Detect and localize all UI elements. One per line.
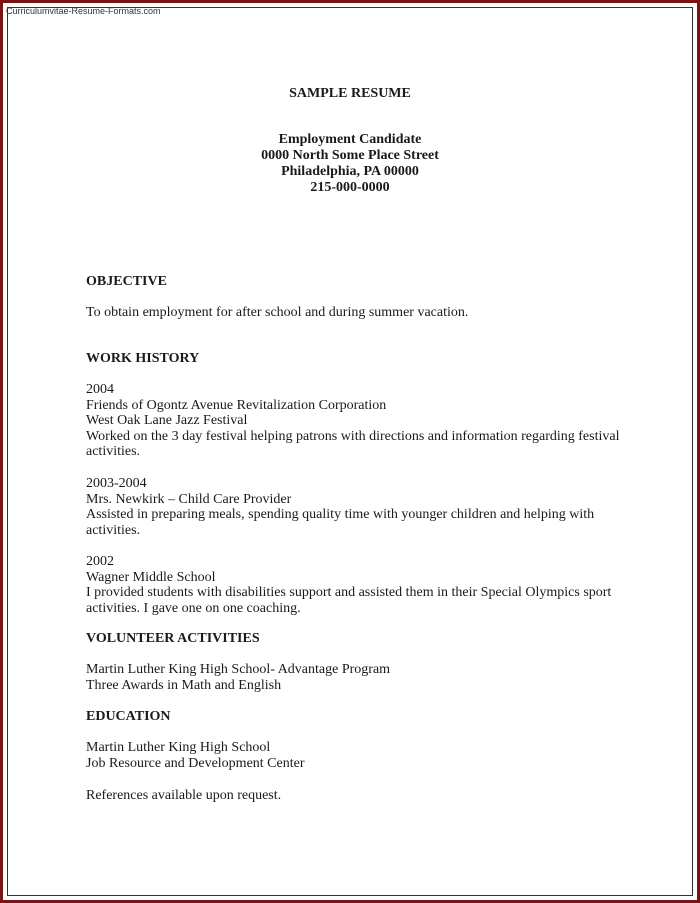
work-entry — [86, 476, 626, 538]
resume-title: SAMPLE RESUME — [289, 86, 411, 101]
work-entry-line: activities. — [86, 522, 141, 538]
contact-block — [0, 132, 700, 196]
city-state-zip: Philadelphia, PA 00000 — [281, 164, 419, 179]
work-entry-line: Assisted in preparing meals, spending quality time with younger children and helping with — [86, 507, 595, 523]
candidate-name: Employment Candidate — [278, 132, 422, 147]
work-entry-line: Wagner Middle School — [86, 569, 216, 585]
work-entry-line: activities. I gave one on one coaching. — [86, 600, 301, 616]
work-entry-line: Worked on the 3 day festival helping patrons with directions and information regarding festival — [86, 428, 620, 444]
work-entry-year: 2003-2004 — [86, 476, 147, 491]
work-entry-line: West Oak Lane Jazz Festival — [86, 413, 248, 429]
education-list — [86, 740, 626, 771]
references-note: References available upon request. — [86, 788, 282, 803]
volunteer-line: Martin Luther King High School- Advantage Program — [86, 662, 391, 677]
education-line: Martin Luther King High School — [86, 740, 271, 755]
phone-number: 215-000-0000 — [310, 180, 390, 195]
volunteer-heading: VOLUNTEER ACTIVITIES — [86, 631, 260, 646]
volunteer-list — [86, 662, 626, 693]
work-entry — [86, 382, 626, 460]
objective-heading: OBJECTIVE — [86, 274, 167, 289]
education-line: Job Resource and Development Center — [86, 755, 305, 771]
work-entry-line: I provided students with disabilities support and assisted them in their Special Olympics sport — [86, 585, 612, 601]
work-entry-year: 2004 — [86, 382, 114, 397]
objective-text: To obtain employment for after school and during summer vacation. — [86, 305, 469, 320]
work-entry-line: Friends of Ogontz Avenue Revitalization Corporation — [86, 397, 387, 413]
work-entry-year: 2002 — [86, 554, 114, 569]
work-entry — [86, 554, 626, 616]
volunteer-line: Three Awards in Math and English — [86, 677, 282, 693]
work-entry-line: Mrs. Newkirk – Child Care Provider — [86, 491, 292, 507]
source-watermark: Curriculumvitae-Resume-Formats.com — [6, 6, 161, 16]
education-heading: EDUCATION — [86, 709, 171, 724]
work-entry-line: activities. — [86, 444, 141, 460]
street-address: 0000 North Some Place Street — [261, 148, 439, 163]
work-history-heading: WORK HISTORY — [86, 351, 200, 366]
